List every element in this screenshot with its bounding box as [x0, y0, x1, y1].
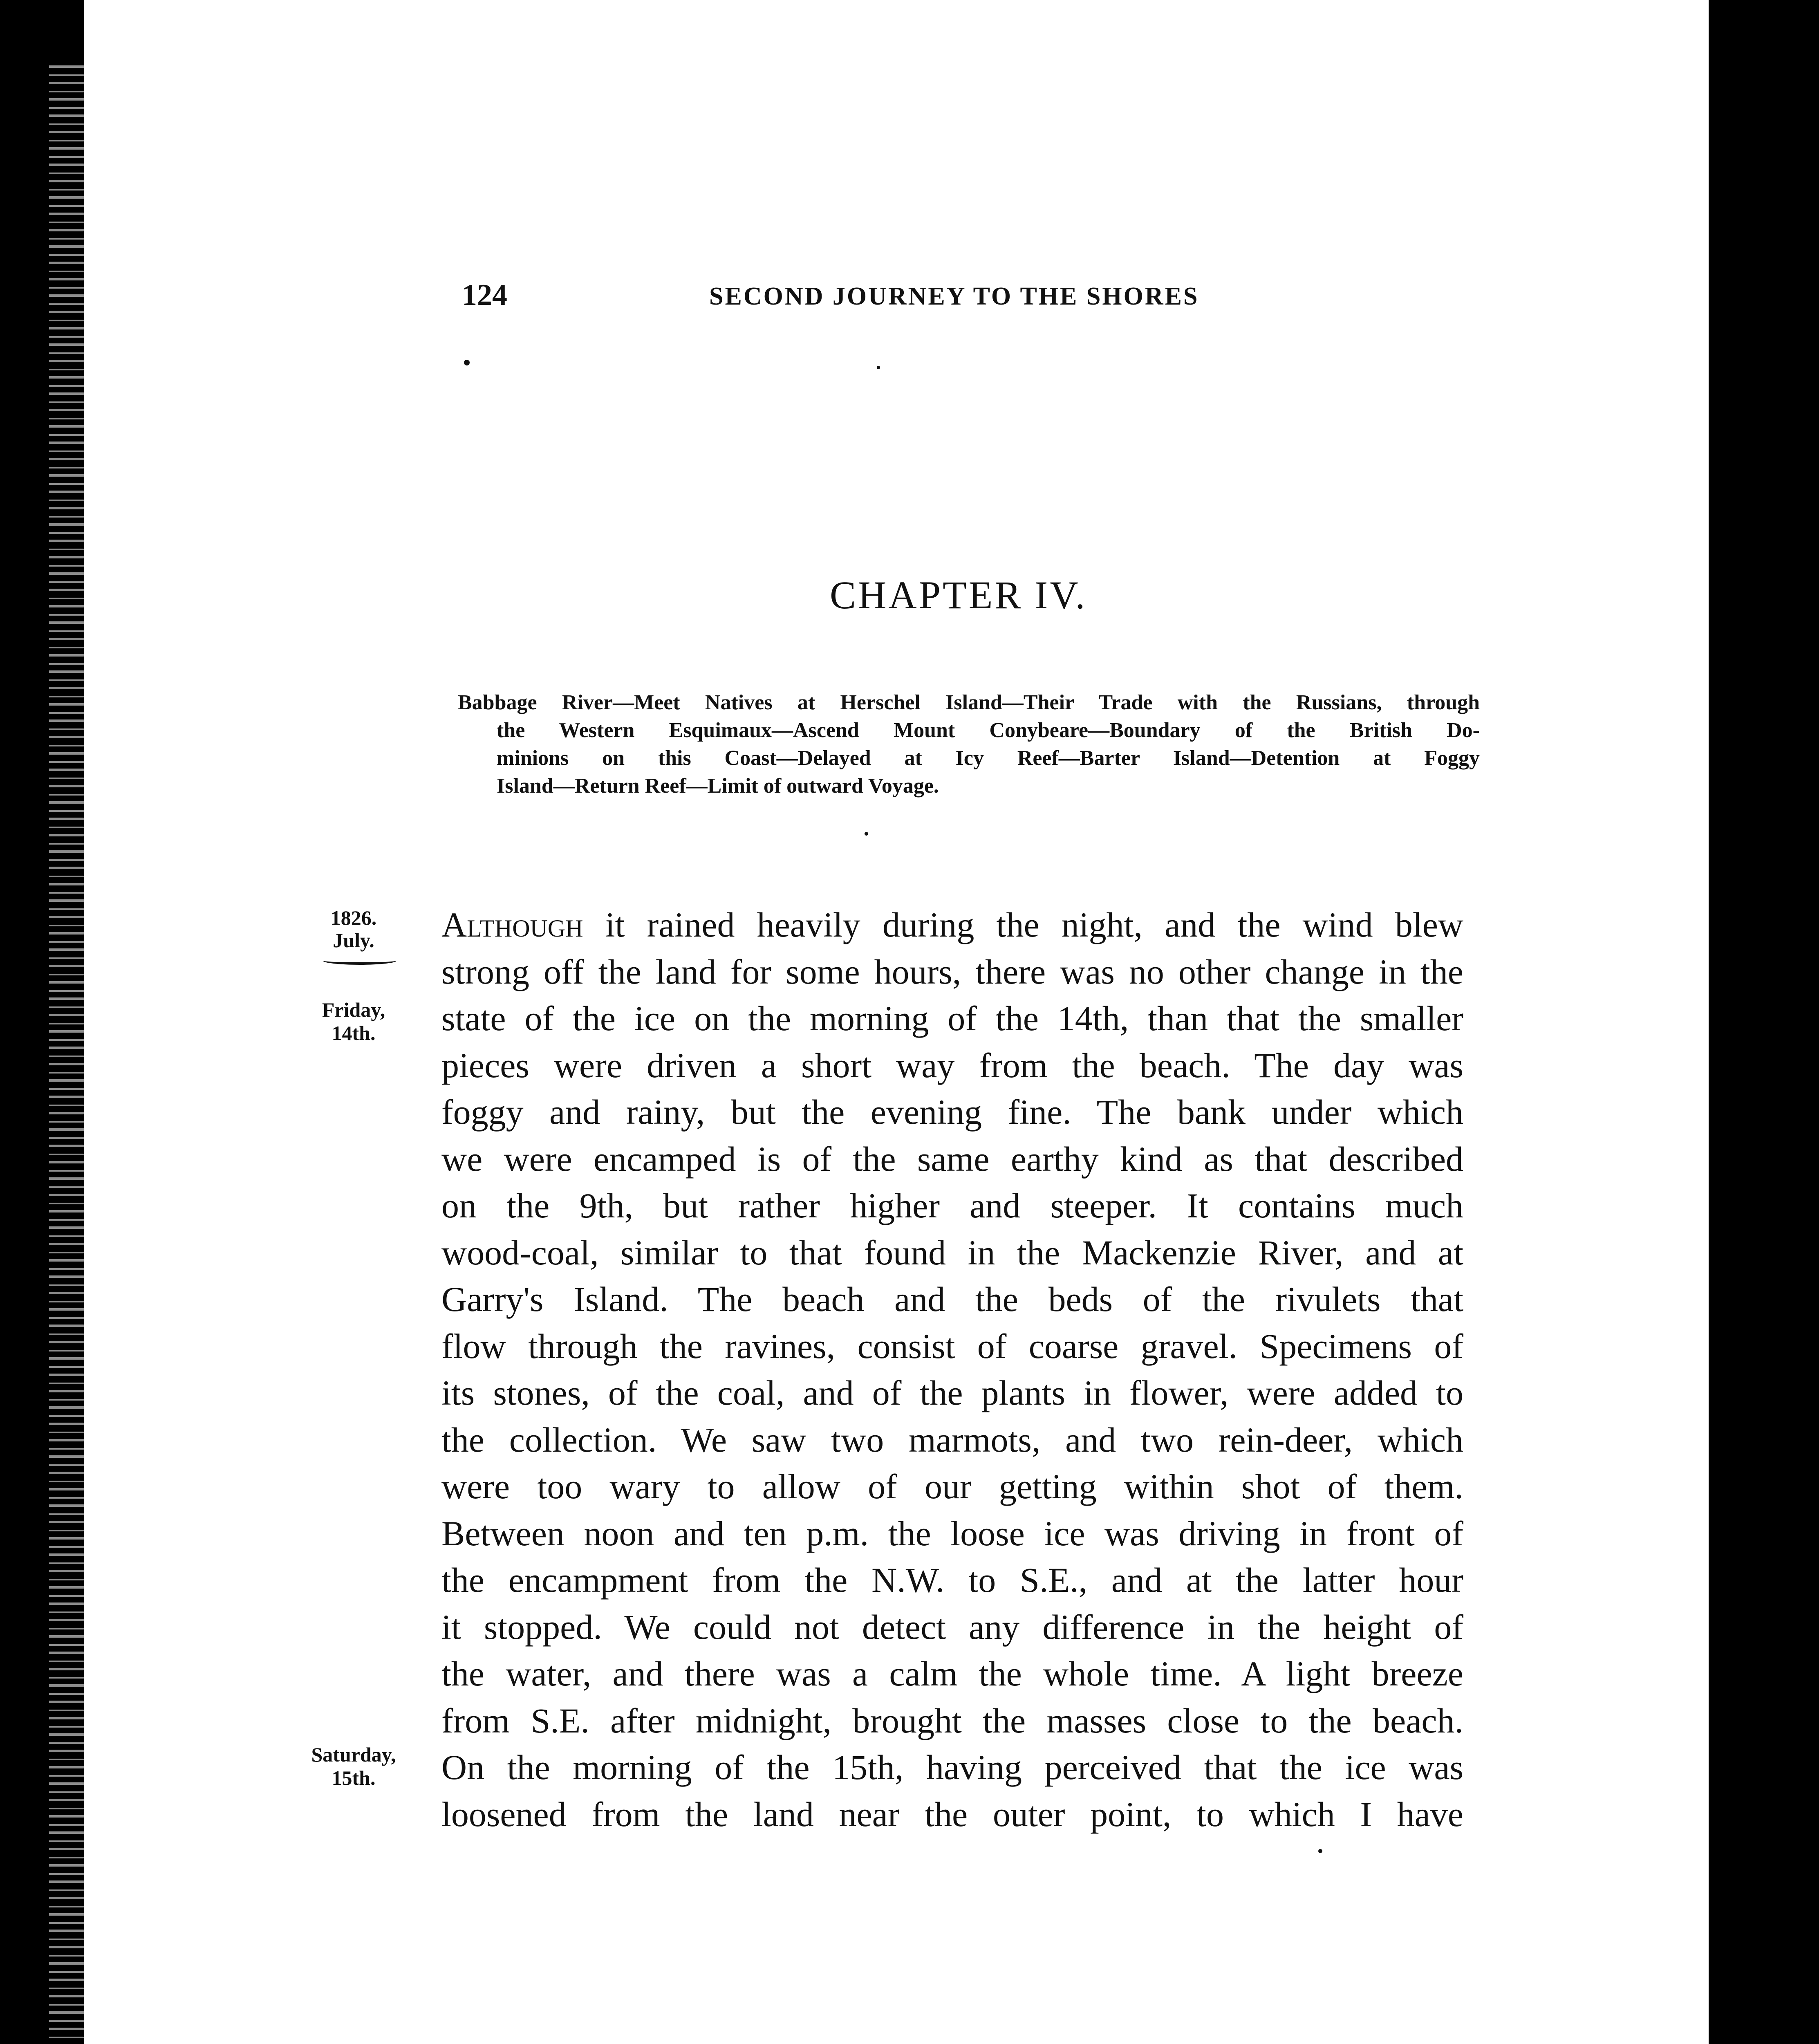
body-line: its stones, of the coal, and of the plants in flower, were added to	[441, 1373, 1463, 1412]
body-line: flow through the ravines, consist of coarse gravel. Specimens of	[441, 1326, 1463, 1366]
margin-year: 1826.	[330, 906, 377, 929]
print-speck	[877, 366, 880, 369]
summary-line: Babbage River—Meet Natives at Herschel Island—Their Trade with the Russians, through	[458, 691, 1480, 714]
print-speck	[1318, 1849, 1322, 1853]
body-line: Garry's Island. The beach and the beds of the rivulets that	[441, 1280, 1463, 1319]
body-line-rest: it rained heavily during the night, and the wind blew	[583, 905, 1463, 944]
summary-line: minions on this Coast—Delayed at Icy Reef—Barter Island—Detention at Foggy	[497, 746, 1480, 770]
body-line: state of the ice on the morning of the 14th, than that the smaller	[441, 999, 1463, 1038]
margin-weekday: Saturday,	[311, 1743, 396, 1766]
body-line: wood-coal, similar to that found in the Mackenzie River, and at	[441, 1233, 1463, 1272]
summary-line: the Western Esquimaux—Ascend Mount Conybeare—Boundary of the British Do-	[497, 719, 1480, 742]
margin-weekday: Friday,	[322, 998, 385, 1021]
body-line: the collection. We saw two marmots, and two rein-deer, which	[441, 1420, 1463, 1459]
body-line: were too wary to allow of our getting within shot of them.	[441, 1467, 1463, 1506]
body-line: the encampment from the N.W. to S.E., and at the latter hour	[441, 1560, 1463, 1600]
running-title: SECOND JOURNEY TO THE SHORES	[709, 282, 1199, 310]
body-line: it stopped. We could not detect any difference in the height of	[441, 1607, 1463, 1647]
print-speck	[464, 360, 470, 365]
body-line: we were encamped is of the same earthy kind as that described	[441, 1139, 1463, 1179]
summary-line: Island—Return Reef—Limit of outward Voyage.	[497, 774, 939, 798]
chapter-summary	[458, 689, 1480, 800]
body-line: the water, and there was a calm the whole time. A light breeze	[441, 1654, 1463, 1693]
body-line: pieces were driven a short way from the beach. The day was	[441, 1045, 1463, 1085]
margin-month: July.	[333, 929, 374, 952]
page-edge-shadow	[1709, 0, 1819, 2044]
body-line	[441, 901, 1463, 948]
body-line: Between noon and ten p.m. the loose ice was driving in front of	[441, 1513, 1463, 1553]
running-head	[462, 278, 1668, 315]
body-text	[441, 901, 1463, 1838]
chapter-heading: CHAPTER IV.	[830, 573, 1087, 617]
body-line: loosened from the land near the outer point, to which I have	[441, 1794, 1463, 1834]
margin-brace	[323, 957, 397, 965]
margin-date: 15th.	[332, 1766, 376, 1789]
body-line: On the morning of the 15th, having perceived that the ice was	[441, 1748, 1463, 1787]
body-line: strong off the land for some hours, there was no other change in the	[441, 952, 1463, 991]
margin-date: 14th.	[332, 1022, 376, 1044]
page-number: 124	[462, 278, 507, 312]
body-line: foggy and rainy, but the evening fine. The bank under which	[441, 1092, 1463, 1132]
print-speck	[865, 832, 868, 836]
margin-notes	[286, 0, 421, 2044]
drop-smallcaps-word: Although	[441, 905, 583, 944]
body-line: on the 9th, but rather higher and steeper. It contains much	[441, 1186, 1463, 1225]
body-line: from S.E. after midnight, brought the masses close to the beach.	[441, 1701, 1463, 1740]
